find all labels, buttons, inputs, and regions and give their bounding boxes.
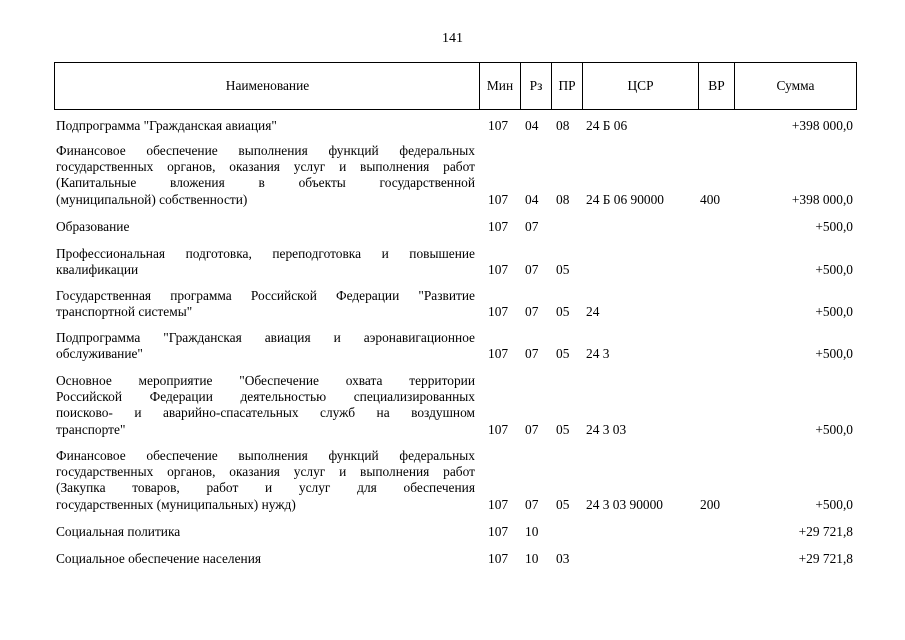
row-name-line: Подпрограмма "Гражданская авиация" — [56, 118, 277, 133]
row-sum: +398 000,0 — [791, 191, 853, 207]
row-name-line: транспортной системы" — [56, 304, 193, 320]
row-rz: 10 — [525, 524, 539, 540]
row-name-line: поисково- и аварийно-спасательных служб на воздушном — [56, 405, 475, 421]
row-pr: 05 — [556, 346, 570, 362]
row-sum: +500,0 — [815, 421, 853, 437]
row-csr: 24 3 — [586, 346, 610, 362]
row-name-line: Профессиональная подготовка, переподготовка и повышение — [56, 246, 475, 261]
row-min: 107 — [488, 304, 509, 320]
row-name-line: квалификации — [56, 262, 139, 278]
row-rz: 07 — [525, 346, 539, 362]
row-name — [56, 551, 475, 567]
page-number: 141 — [442, 31, 463, 46]
row-rz: 07 — [525, 496, 539, 512]
row-name — [56, 118, 475, 134]
row-name-line: Российской Федерации деятельностью специализированных — [56, 389, 475, 405]
header-vr: ВР — [708, 78, 725, 93]
row-name — [56, 448, 475, 513]
row-sum: +500,0 — [815, 346, 853, 362]
row-min: 107 — [488, 219, 509, 235]
row-csr: 24 3 03 90000 — [586, 496, 663, 512]
row-sum: +29 721,8 — [798, 551, 853, 567]
header-sum: Сумма — [776, 78, 815, 93]
row-min: 107 — [488, 118, 509, 134]
row-name-line: (Капитальные вложения в объекты государственной — [56, 175, 475, 191]
row-rz: 07 — [525, 262, 539, 278]
row-rz: 07 — [525, 304, 539, 320]
row-pr: 08 — [556, 118, 570, 134]
row-min: 107 — [488, 191, 509, 207]
row-name — [56, 330, 475, 362]
row-sum: +500,0 — [815, 262, 853, 278]
row-rz: 04 — [525, 118, 539, 134]
header-rz: Рз — [529, 78, 543, 93]
row-sum: +398 000,0 — [791, 118, 853, 134]
header-csr: ЦСР — [627, 78, 654, 93]
row-csr: 24 Б 06 90000 — [586, 191, 664, 207]
row-name — [56, 143, 475, 208]
row-min: 107 — [488, 421, 509, 437]
row-name — [56, 246, 475, 278]
row-csr: 24 — [586, 304, 600, 320]
header-pr: ПР — [558, 78, 576, 93]
row-name-line: Социальная политика — [56, 524, 181, 539]
row-csr: 24 Б 06 — [586, 118, 628, 134]
row-pr: 05 — [556, 304, 570, 320]
row-min: 107 — [488, 551, 509, 567]
row-sum: +500,0 — [815, 219, 853, 235]
row-pr: 08 — [556, 191, 570, 207]
row-name-line: (муниципальной) собственности) — [56, 191, 248, 207]
header-name: Наименование — [225, 78, 310, 93]
row-pr: 05 — [556, 496, 570, 512]
row-vr: 400 — [700, 191, 721, 207]
row-sum: +29 721,8 — [798, 524, 853, 540]
row-min: 107 — [488, 496, 509, 512]
row-name-line: государственных органов, оказания услуг и выполнения работ — [56, 464, 475, 480]
row-name-line: Социальное обеспечение населения — [56, 551, 262, 566]
row-min: 107 — [488, 524, 509, 540]
row-name-line: транспорте" — [56, 421, 126, 437]
row-name — [56, 373, 475, 438]
table-header — [54, 62, 857, 110]
row-rz: 04 — [525, 191, 539, 207]
row-pr: 05 — [556, 421, 570, 437]
header-min: Мин — [486, 78, 514, 93]
row-name-line: (Закупка товаров, работ и услуг для обеспечения — [56, 480, 475, 496]
row-name-line: Основное мероприятие "Обеспечение охвата территории — [56, 373, 475, 388]
row-vr: 200 — [700, 496, 721, 512]
row-min: 107 — [488, 346, 509, 362]
row-sum: +500,0 — [815, 304, 853, 320]
row-name-line: Подпрограмма "Гражданская авиация и аэронавигационное — [56, 330, 475, 345]
row-name-line: государственных органов, оказания услуг и выполнения работ — [56, 159, 475, 175]
row-sum: +500,0 — [815, 496, 853, 512]
row-name-line: обслуживание" — [56, 346, 143, 362]
row-name-line: Финансовое обеспечение выполнения функций федеральных — [56, 448, 475, 463]
row-name-line: Образование — [56, 219, 130, 234]
row-name — [56, 219, 475, 235]
row-rz: 10 — [525, 551, 539, 567]
row-name-line: Государственная программа Российской Федерации "Развитие — [56, 288, 475, 303]
row-name-line: Финансовое обеспечение выполнения функций федеральных — [56, 143, 475, 158]
row-min: 107 — [488, 262, 509, 278]
row-name-line: государственных (муниципальных) нужд) — [56, 496, 296, 512]
row-pr: 03 — [556, 551, 570, 567]
row-rz: 07 — [525, 219, 539, 235]
row-name — [56, 524, 475, 540]
row-name — [56, 288, 475, 320]
row-rz: 07 — [525, 421, 539, 437]
row-pr: 05 — [556, 262, 570, 278]
row-csr: 24 3 03 — [586, 421, 627, 437]
